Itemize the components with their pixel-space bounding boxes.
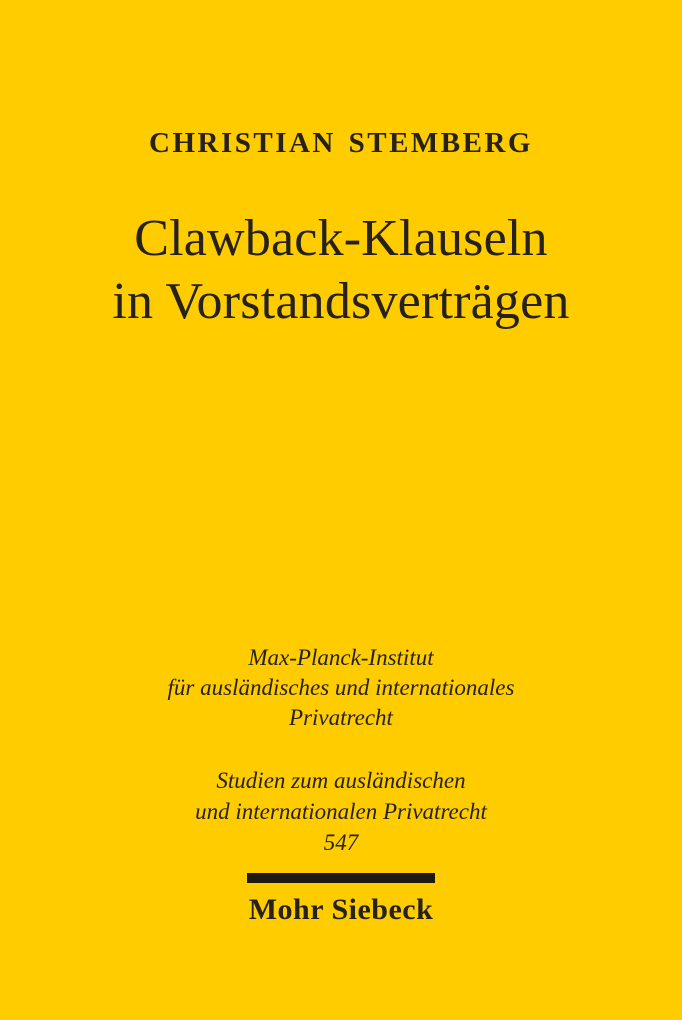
series-line2: und internationalen Privatrecht [195,799,487,824]
series-block [0,765,682,858]
series-volume-number: 547 [323,830,359,855]
institute-line1: Max-Planck-Institut [248,645,434,670]
institute-block [0,643,682,733]
publisher-name: Mohr Siebeck [248,893,434,926]
divider-bar [247,873,435,883]
book-title [0,207,682,333]
author-name: CHRISTIAN STEMBERG [149,127,533,159]
book-title-line2: in Vorstandsverträgen [112,273,570,330]
institute-line2: für ausländisches und internationales [167,675,515,700]
book-title-line1: Clawback-Klauseln [134,210,548,267]
series-line1: Studien zum ausländischen [216,768,466,793]
institute-line3: Privatrecht [289,705,393,730]
